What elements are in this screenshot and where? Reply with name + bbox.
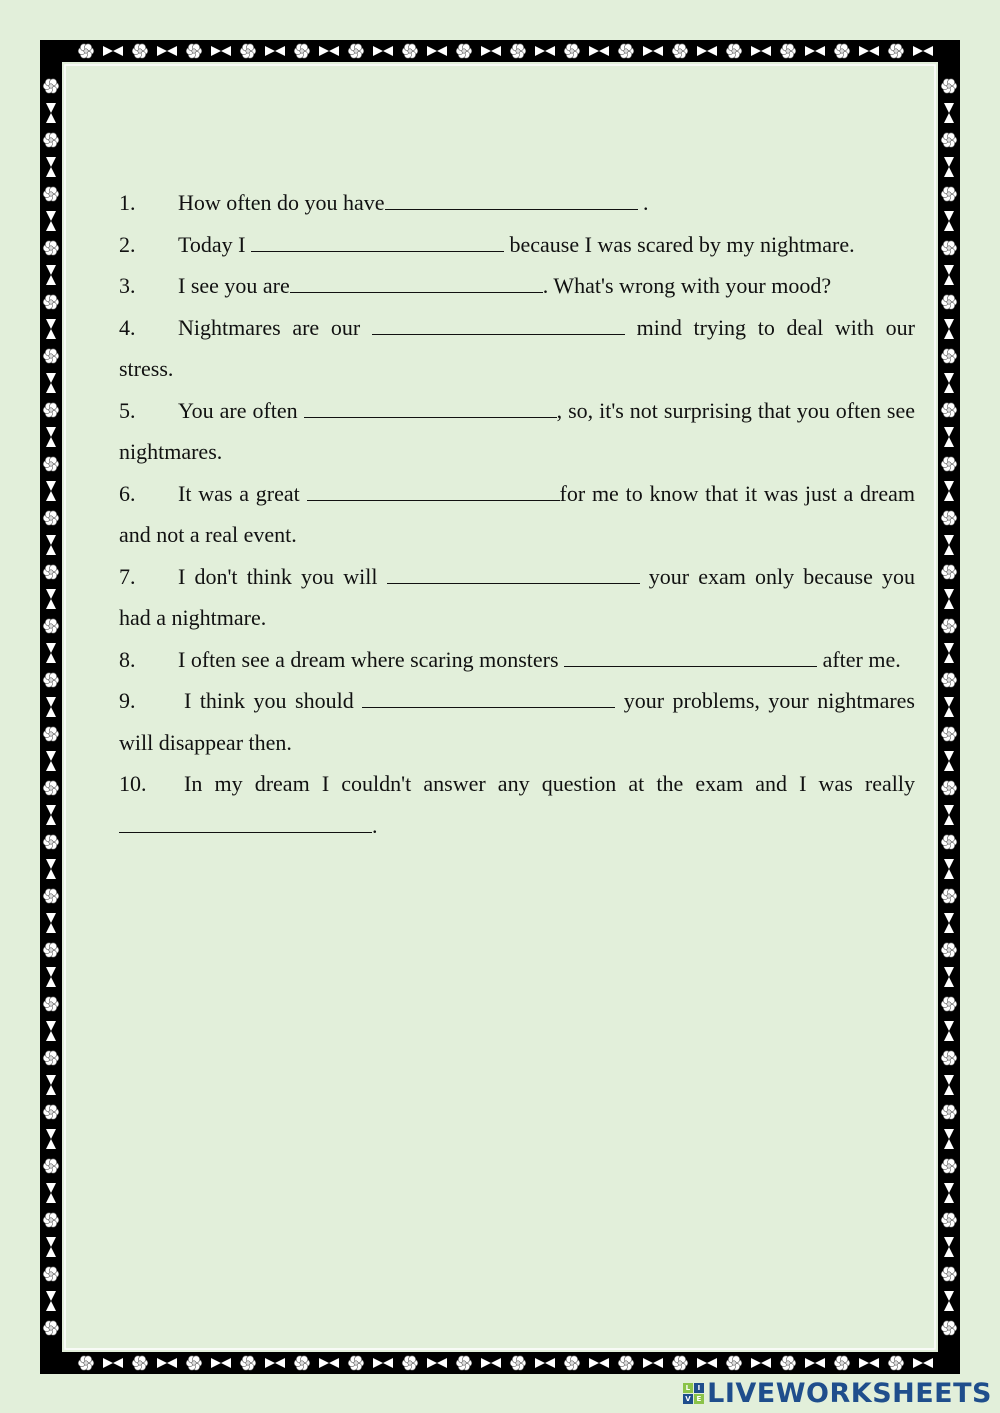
flower-ornament xyxy=(43,1159,59,1173)
flower-ornament xyxy=(132,44,148,58)
flower-ornament xyxy=(43,295,59,309)
logo-icon xyxy=(683,1383,704,1404)
flower-ornament xyxy=(780,44,796,58)
flower-ornament xyxy=(43,1051,59,1065)
question-text: . What's wrong with your mood? xyxy=(542,273,832,298)
flower-ornament xyxy=(43,1213,59,1227)
flower-ornament xyxy=(43,187,59,201)
answer-blank[interactable] xyxy=(362,689,615,708)
question-text: mind trying to deal with our stress. xyxy=(119,314,916,381)
flower-ornament xyxy=(941,1321,957,1335)
flower-ornament xyxy=(780,1356,796,1370)
flower-ornament xyxy=(941,403,957,417)
flower-ornament xyxy=(726,1356,742,1370)
flower-ornament xyxy=(240,44,256,58)
question-5 xyxy=(119,390,915,473)
flower-ornament xyxy=(941,781,957,795)
answer-blank[interactable] xyxy=(290,274,543,293)
flower-ornament xyxy=(834,1356,850,1370)
flower-ornament xyxy=(43,511,59,525)
flower-ornament xyxy=(941,187,957,201)
flower-ornament xyxy=(402,44,418,58)
flower-ornament xyxy=(78,44,94,58)
question-text: Nightmares are our xyxy=(178,314,372,340)
question-text: for me to know that it was just a dream and not a real event. xyxy=(119,480,916,547)
flower-ornament xyxy=(941,1159,957,1173)
flower-ornament xyxy=(941,349,957,363)
flower-ornament xyxy=(564,1356,580,1370)
question-6 xyxy=(119,473,915,556)
flower-ornament xyxy=(941,1267,957,1281)
brand-name: LIVEWORKSHEETS xyxy=(707,1378,992,1409)
question-text: your problems, your nightmares will disappear then. xyxy=(119,688,915,755)
liveworksheets-logo[interactable] xyxy=(683,1378,992,1409)
flower-ornament xyxy=(456,44,472,58)
flower-ornament xyxy=(456,1356,472,1370)
answer-blank[interactable] xyxy=(372,316,625,335)
flower-ornament xyxy=(402,1356,418,1370)
question-number: 10. xyxy=(119,771,147,796)
question-number: 4. xyxy=(119,314,136,340)
flower-ornament xyxy=(43,619,59,633)
question-number: 2. xyxy=(119,231,136,257)
flower-ornament xyxy=(43,457,59,471)
question-text: . xyxy=(372,812,378,838)
question-text: You are often xyxy=(178,397,304,423)
flower-ornament xyxy=(941,1213,957,1227)
flower-ornament xyxy=(186,44,202,58)
flower-ornament xyxy=(43,889,59,903)
logo-letter: L xyxy=(683,1383,693,1393)
logo-letter: V xyxy=(683,1394,693,1404)
answer-blank[interactable] xyxy=(251,233,504,252)
flower-ornament xyxy=(294,1356,310,1370)
flower-ornament xyxy=(43,997,59,1011)
answer-blank[interactable] xyxy=(385,191,638,210)
flower-ornament xyxy=(43,1267,59,1281)
flower-ornament xyxy=(941,1105,957,1119)
flower-ornament xyxy=(941,565,957,579)
flower-ornament xyxy=(618,44,634,58)
question-number: 1. xyxy=(119,190,136,215)
flower-ornament xyxy=(43,403,59,417)
question-text: I often see a dream where scaring monsters xyxy=(178,646,565,672)
question-4 xyxy=(119,307,915,390)
answer-blank[interactable] xyxy=(387,565,640,584)
logo-letter: I xyxy=(694,1383,704,1393)
flower-ornament xyxy=(294,44,310,58)
question-text: It was a great xyxy=(178,480,307,506)
flower-ornament xyxy=(618,1356,634,1370)
flower-ornament xyxy=(43,727,59,741)
flower-ornament xyxy=(834,44,850,58)
question-text: after me. xyxy=(817,646,901,672)
flower-ornament xyxy=(888,44,904,58)
flower-ornament xyxy=(510,44,526,58)
flower-ornament xyxy=(941,943,957,957)
question-text: Today I xyxy=(178,231,251,257)
question-text: In my dream I couldn't answer any question at the exam and I was really xyxy=(184,771,915,796)
question-text: I see you are xyxy=(178,273,290,298)
flower-ornament xyxy=(132,1356,148,1370)
flower-ornament xyxy=(43,835,59,849)
flower-ornament xyxy=(43,133,59,147)
question-2 xyxy=(119,224,915,266)
question-1 xyxy=(119,182,915,224)
flower-ornament xyxy=(510,1356,526,1370)
question-text: I think you should xyxy=(184,688,363,713)
flower-ornament xyxy=(941,79,957,93)
flower-ornament xyxy=(941,295,957,309)
flower-ornament xyxy=(186,1356,202,1370)
question-text: How often do you have xyxy=(178,190,385,215)
question-number: 6. xyxy=(119,480,136,506)
flower-ornament xyxy=(672,44,688,58)
flower-ornament xyxy=(43,673,59,687)
answer-blank[interactable] xyxy=(307,482,560,501)
question-number: 5. xyxy=(119,397,136,423)
flower-ornament xyxy=(941,1051,957,1065)
flower-ornament xyxy=(941,997,957,1011)
flower-ornament xyxy=(941,241,957,255)
flower-ornament xyxy=(941,889,957,903)
flower-ornament xyxy=(941,835,957,849)
flower-ornament xyxy=(43,1105,59,1119)
flower-ornament xyxy=(941,133,957,147)
question-number: 3. xyxy=(119,273,136,298)
flower-ornament xyxy=(888,1356,904,1370)
question-8 xyxy=(119,639,915,681)
question-text: because I was scared by my nightmare. xyxy=(504,231,855,257)
flower-ornament xyxy=(43,781,59,795)
question-3 xyxy=(119,265,915,307)
flower-ornament xyxy=(348,1356,364,1370)
flower-ornament xyxy=(941,457,957,471)
question-text: , so, it's not surprising that you often see nightmares. xyxy=(119,397,915,464)
flower-ornament xyxy=(348,44,364,58)
logo-letter: E xyxy=(694,1394,704,1404)
question-number: 9. xyxy=(119,688,136,713)
answer-blank[interactable] xyxy=(304,399,557,418)
flower-ornament xyxy=(43,943,59,957)
flower-ornament xyxy=(78,1356,94,1370)
worksheet-questions xyxy=(119,182,915,846)
question-number: 8. xyxy=(119,646,136,672)
question-text: your exam only because you had a nightmare. xyxy=(119,563,915,630)
question-number: 7. xyxy=(119,563,136,589)
flower-ornament xyxy=(564,44,580,58)
flower-ornament xyxy=(43,1321,59,1335)
flower-ornament xyxy=(240,1356,256,1370)
flower-ornament xyxy=(43,79,59,93)
flower-ornament xyxy=(941,511,957,525)
flower-ornament xyxy=(726,44,742,58)
flower-ornament xyxy=(43,349,59,363)
question-9 xyxy=(119,680,915,763)
flower-ornament xyxy=(941,673,957,687)
answer-blank[interactable] xyxy=(564,648,817,667)
question-7 xyxy=(119,556,915,639)
answer-blank[interactable] xyxy=(119,814,372,833)
flower-ornament xyxy=(941,727,957,741)
question-10 xyxy=(119,763,915,846)
question-text: . xyxy=(637,190,649,215)
flower-ornament xyxy=(43,565,59,579)
question-text: I don't think you will xyxy=(178,563,387,589)
flower-ornament xyxy=(941,619,957,633)
flower-ornament xyxy=(672,1356,688,1370)
flower-ornament xyxy=(43,241,59,255)
